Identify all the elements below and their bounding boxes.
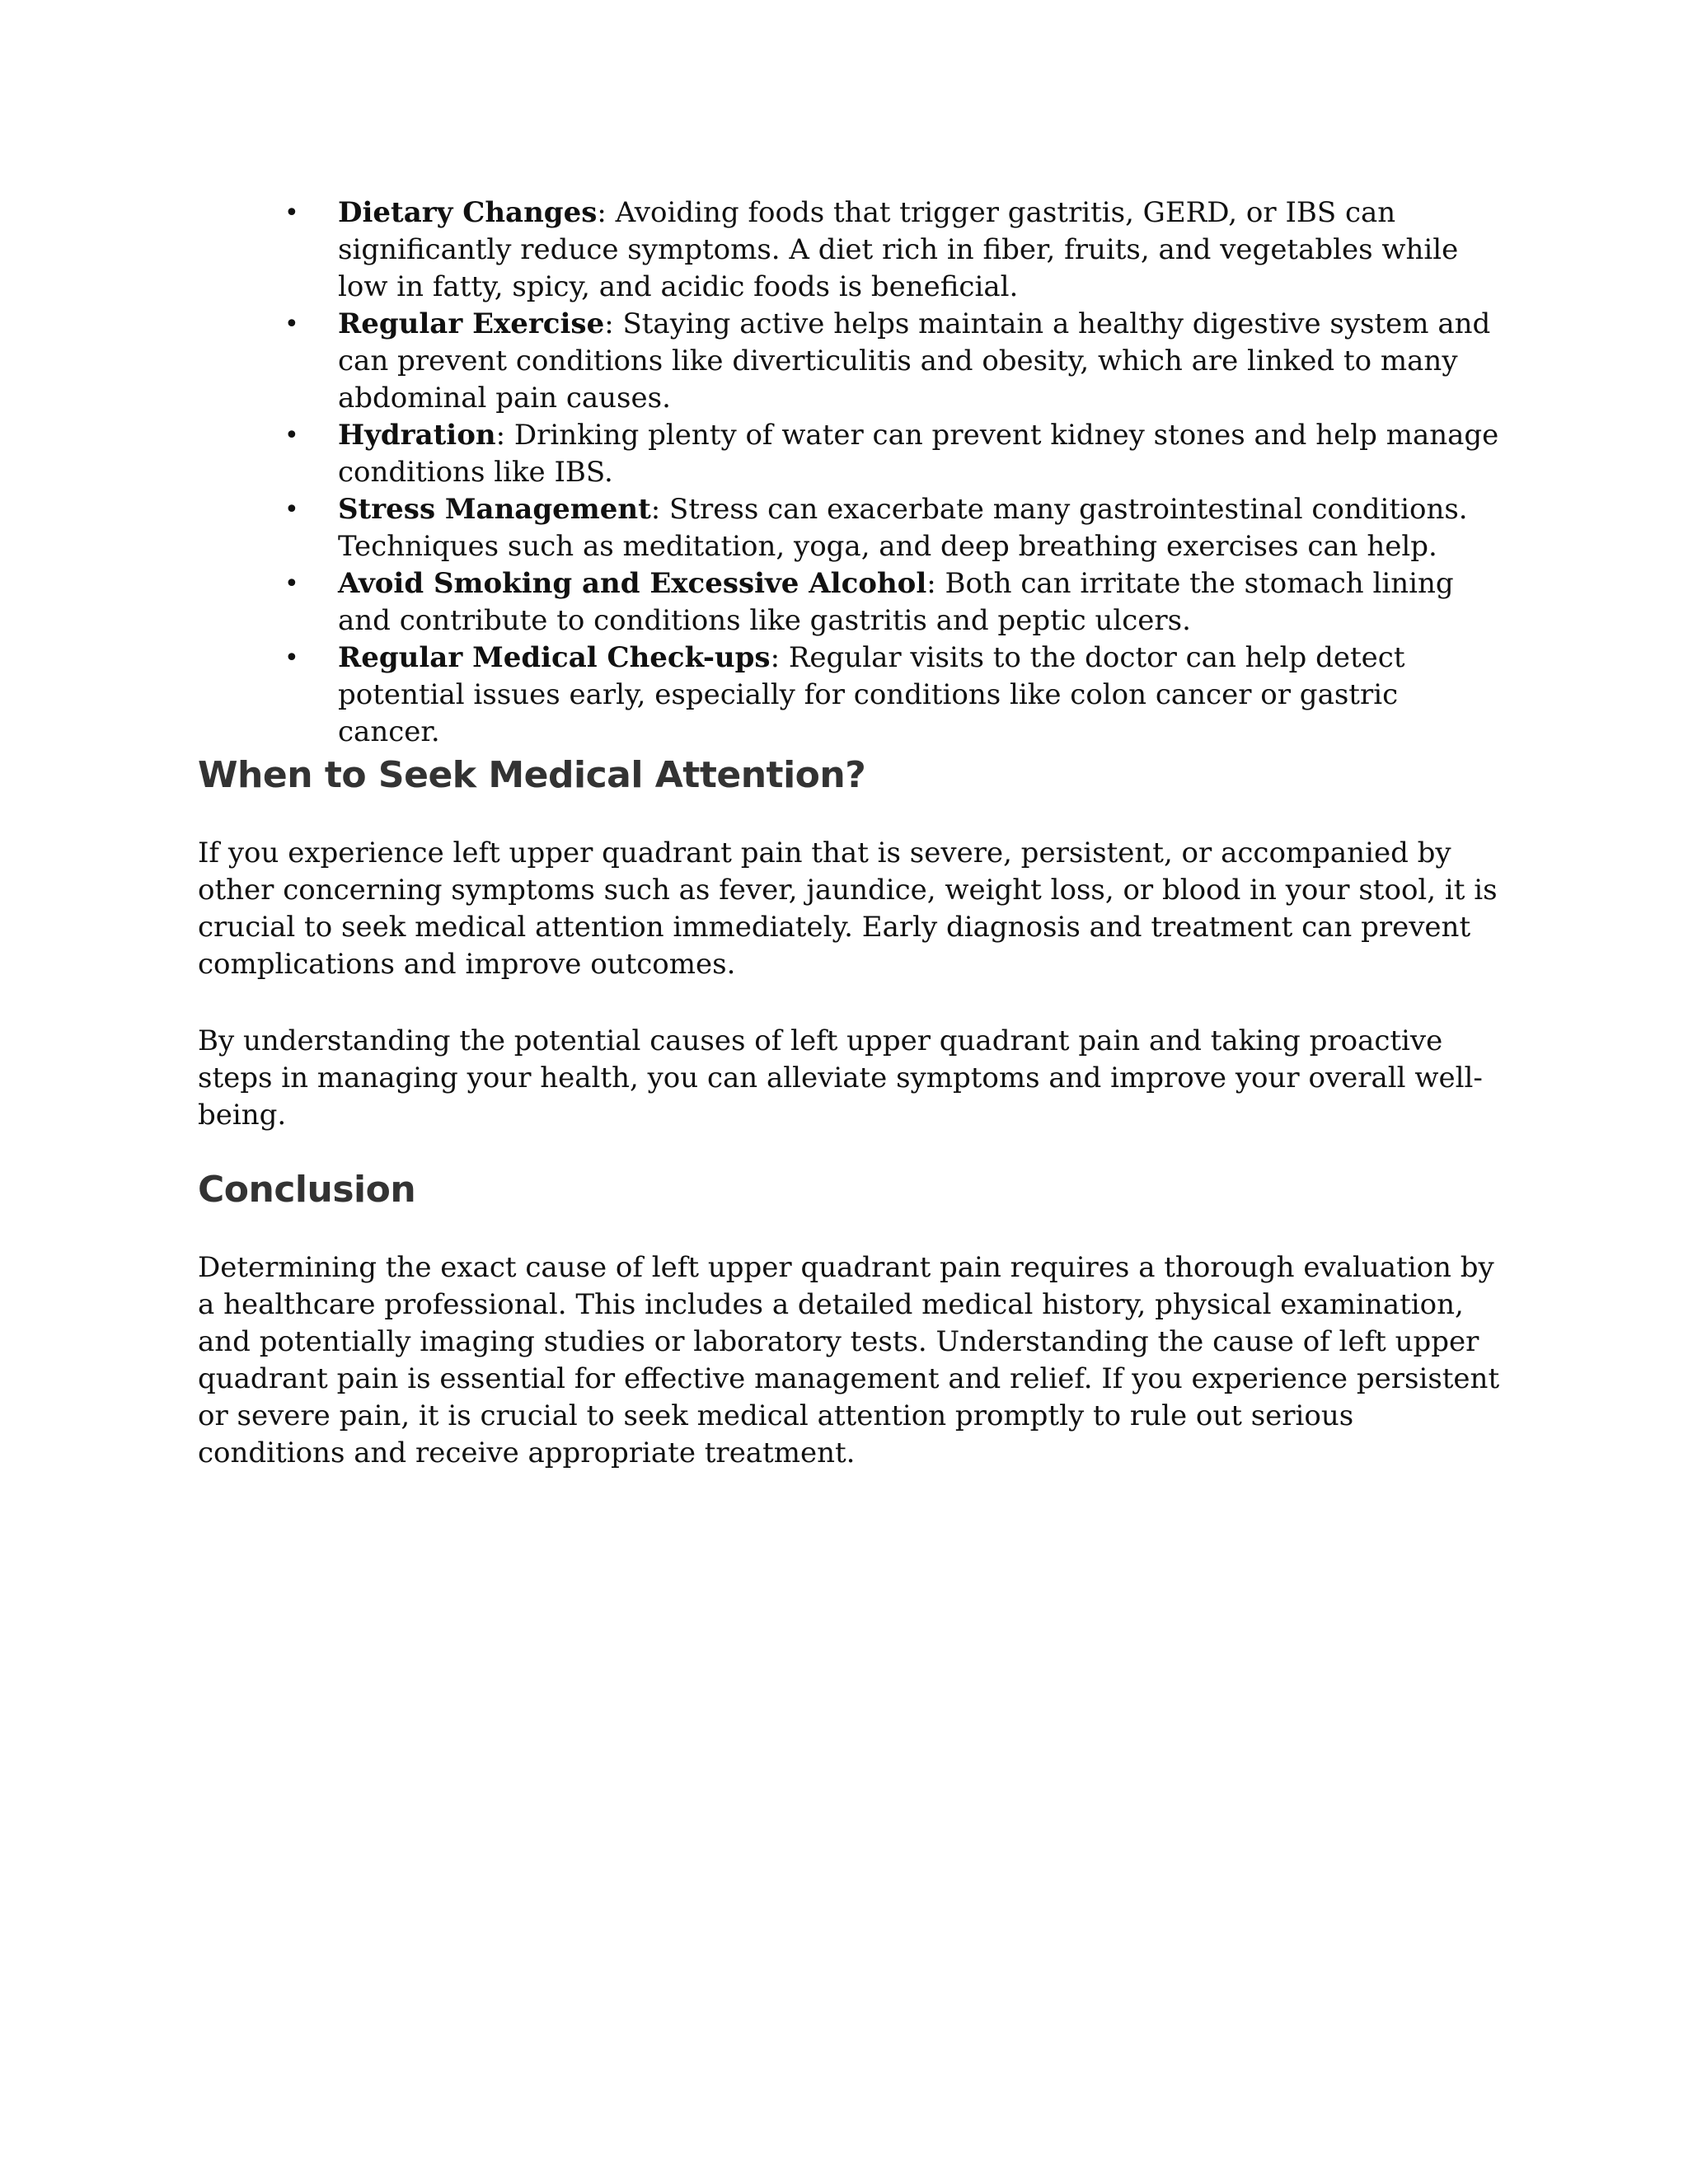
seek-attention-paragraph-1: If you experience left upper quadrant pain that is severe, persistent, or accompanied by other concerning symptoms such as fever, jaundice, weight loss, or blood in your stool, it is crucial to seek medical attention immediately. Early diagnosis and treatment can prevent complications and improve outcomes. [198, 837, 1498, 981]
list-item-term: Regular Exercise [338, 307, 605, 340]
bullet-icon: • [284, 495, 299, 524]
list-item [198, 306, 1500, 417]
list-item-term: Dietary Changes [338, 196, 598, 229]
list-item [198, 491, 1500, 565]
list-item [198, 194, 1500, 306]
bullet-icon: • [284, 310, 299, 339]
seek-attention-paragraph-2: By understanding the potential causes of left upper quadrant pain and taking proactive steps in managing your health, you can alleviate symptoms and improve your overall well-being. [198, 1024, 1483, 1132]
prevention-tips-list [198, 194, 1500, 751]
conclusion-paragraph: Determining the exact cause of left upper quadrant pain requires a thorough evaluation by a healthcare professional. This includes a detailed medical history, physical examination, and potentially imaging studies or laboratory tests. Understanding the cause of left upper quadrant pain is essential for effective management and relief. If you experience persistent or severe pain, it is crucial to seek medical attention promptly to rule out serious conditions and receive appropriate treatment. [198, 1251, 1500, 1469]
conclusion-heading: Conclusion [198, 1169, 416, 1211]
list-item-term: Hydration [338, 419, 496, 452]
list-item-term: Regular Medical Check-ups [338, 641, 771, 674]
list-item-term: Stress Management [338, 493, 651, 526]
list-item [198, 565, 1500, 640]
list-item-text: : Drinking plenty of water can prevent kidney stones and help manage conditions like IBS. [338, 419, 1499, 489]
bullet-icon: • [284, 199, 299, 227]
list-item [198, 417, 1500, 491]
bullet-icon: • [284, 569, 299, 598]
list-item-text: : Both can irritate the stomach lining and contribute to conditions like gastritis and peptic ulcers. [338, 567, 1454, 637]
list-item [198, 640, 1500, 751]
list-item-text: : Regular visits to the doctor can help detect potential issues early, especially for conditions like colon cancer or gastric cancer. [338, 641, 1405, 748]
list-item-text: : Staying active helps maintain a healthy digestive system and can prevent conditions like diverticulitis and obesity, which are linked to many abdominal pain causes. [338, 307, 1491, 415]
list-item-term: Avoid Smoking and Excessive Alcohol [338, 567, 927, 600]
list-item-text: : Stress can exacerbate many gastrointestinal conditions. Techniques such as meditation, yoga, and deep breathing exercises can help. [338, 493, 1468, 563]
seek-attention-heading: When to Seek Medical Attention? [198, 754, 866, 796]
bullet-icon: • [284, 421, 299, 450]
document-content [198, 194, 1500, 1472]
list-item-text: : Avoiding foods that trigger gastritis, GERD, or IBS can significantly reduce symptoms. A diet rich in fiber, fruits, and vegetables while low in fatty, spicy, and acidic foods is beneficial. [338, 196, 1459, 303]
bullet-icon: • [284, 644, 299, 673]
